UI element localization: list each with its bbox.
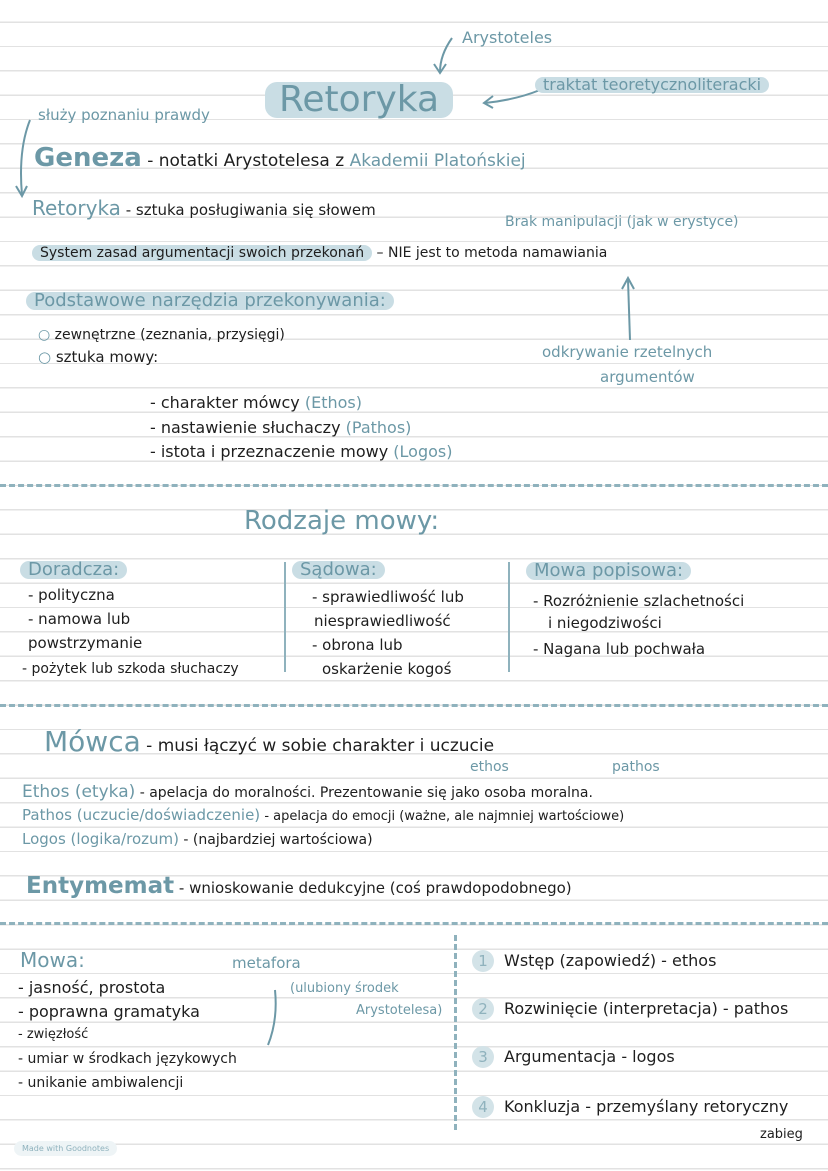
- kind-item: powstrzymanie: [28, 634, 143, 652]
- geneza-label: Geneza: [34, 143, 142, 173]
- column-divider: [284, 562, 286, 672]
- author-note: Arystoteles: [462, 28, 553, 47]
- kind-item: niesprawiedliwość: [314, 612, 451, 630]
- structure-step: 1 Wstęp (zapowiedź) - ethos: [472, 950, 716, 972]
- speech-part: - istota i przeznaczenie mowy (Logos): [150, 442, 453, 461]
- kind-item: - sprawiedliwość lub: [312, 588, 464, 606]
- speech-title: Mowa:: [20, 948, 85, 972]
- speech-part: - nastawienie słuchaczy (Pathos): [150, 418, 412, 437]
- metaphor-sub: Arystotelesa): [356, 1003, 443, 1018]
- kind-title-doradcza: Doradcza:: [20, 561, 127, 579]
- definition-text: - sztuka posługiwania się słowem: [125, 201, 376, 219]
- metaphor-note: metafora: [232, 954, 301, 972]
- enthymeme-label: Entymemat: [26, 873, 175, 899]
- structure-step: 4 Konkluzja - przemyślany retoryczny: [472, 1096, 788, 1118]
- speech-item: - jasność, prostota: [18, 978, 166, 997]
- tool-item: ○ sztuka mowy:: [38, 348, 159, 366]
- section-divider: [0, 484, 828, 487]
- appeal-row: Pathos (uczucie/doświadczenie) - apelacja do emocji (ważne, ale najmniej wartościowe): [22, 806, 625, 824]
- reveal-note-2: argumentów: [600, 368, 695, 386]
- tools-title: Podstawowe narzędzia przekonywania:: [26, 292, 394, 310]
- kind-item: - pożytek lub szkoda słuchaczy: [22, 661, 239, 677]
- kind-item: i niegodziwości: [548, 614, 662, 632]
- kinds-title: Rodzaje mowy:: [244, 506, 440, 536]
- kind-item: - namowa lub: [28, 610, 131, 628]
- section-divider: [0, 922, 828, 925]
- speaker-label: Mówca: [44, 725, 141, 758]
- kind-item: - Nagana lub pochwała: [533, 640, 706, 658]
- speech-part: - charakter mówcy (Ethos): [150, 393, 362, 412]
- speaker-text: - musi łączyć w sobie charakter i uczucie: [146, 736, 495, 756]
- geneza-text: - notatki Arystotelesa z: [147, 151, 345, 171]
- kind-title-popisowa: Mowa popisowa:: [526, 562, 691, 580]
- goodnotes-badge: Made with Goodnotes: [14, 1141, 117, 1156]
- metaphor-sub: (ulubiony środek: [290, 981, 399, 996]
- appeal-row: Logos (logika/rozum) - (najbardziej wartościowa): [22, 830, 373, 848]
- structure-step: 3 Argumentacja - logos: [472, 1046, 675, 1068]
- truth-note: służy poznaniu prawdy: [38, 106, 210, 124]
- column-divider: [454, 935, 457, 1130]
- speech-item: - unikanie ambiwalencji: [18, 1075, 184, 1091]
- kind-item: oskarżenie kogoś: [322, 660, 452, 678]
- speech-item: - umiar w środkach językowych: [18, 1051, 237, 1067]
- definition-label: Retoryka: [32, 196, 121, 220]
- enthymeme-text: - wnioskowanie dedukcyjne (coś prawdopodobnego): [178, 879, 572, 897]
- kind-item: - polityczna: [28, 586, 115, 604]
- pathos-note: pathos: [612, 759, 660, 775]
- column-divider: [508, 562, 510, 672]
- appeal-row: Ethos (etyka) - apelacja do moralności. Prezentowanie się jako osoba moralna.: [22, 782, 593, 802]
- speech-item: - zwięzłość: [18, 1027, 89, 1042]
- treatise-note: traktat teoretycznoliteracki: [535, 77, 769, 93]
- kind-item: - Rozróżnienie szlachetności: [533, 592, 745, 610]
- geneza-place: Akademii Platońskiej: [349, 151, 526, 171]
- manipulation-note: Brak manipulacji (jak w erystyce): [505, 214, 739, 230]
- system-highlight: System zasad argumentacji swoich przekonań: [32, 245, 372, 261]
- reveal-note-1: odkrywanie rzetelnych: [542, 343, 713, 361]
- section-divider: [0, 704, 828, 707]
- structure-step: 2 Rozwinięcie (interpretacja) - pathos: [472, 998, 788, 1020]
- speech-item: - poprawna gramatyka: [18, 1002, 200, 1021]
- system-rest: – NIE jest to metoda namawiania: [376, 245, 608, 261]
- page-title: Retoryka: [265, 82, 453, 118]
- tool-item: ○ zewnętrzne (zeznania, przysięgi): [38, 327, 285, 343]
- kind-item: - obrona lub: [312, 636, 403, 654]
- structure-step-extra: zabieg: [760, 1127, 803, 1142]
- kind-title-sadowa: Sądowa:: [292, 561, 385, 579]
- ethos-note: ethos: [470, 759, 509, 775]
